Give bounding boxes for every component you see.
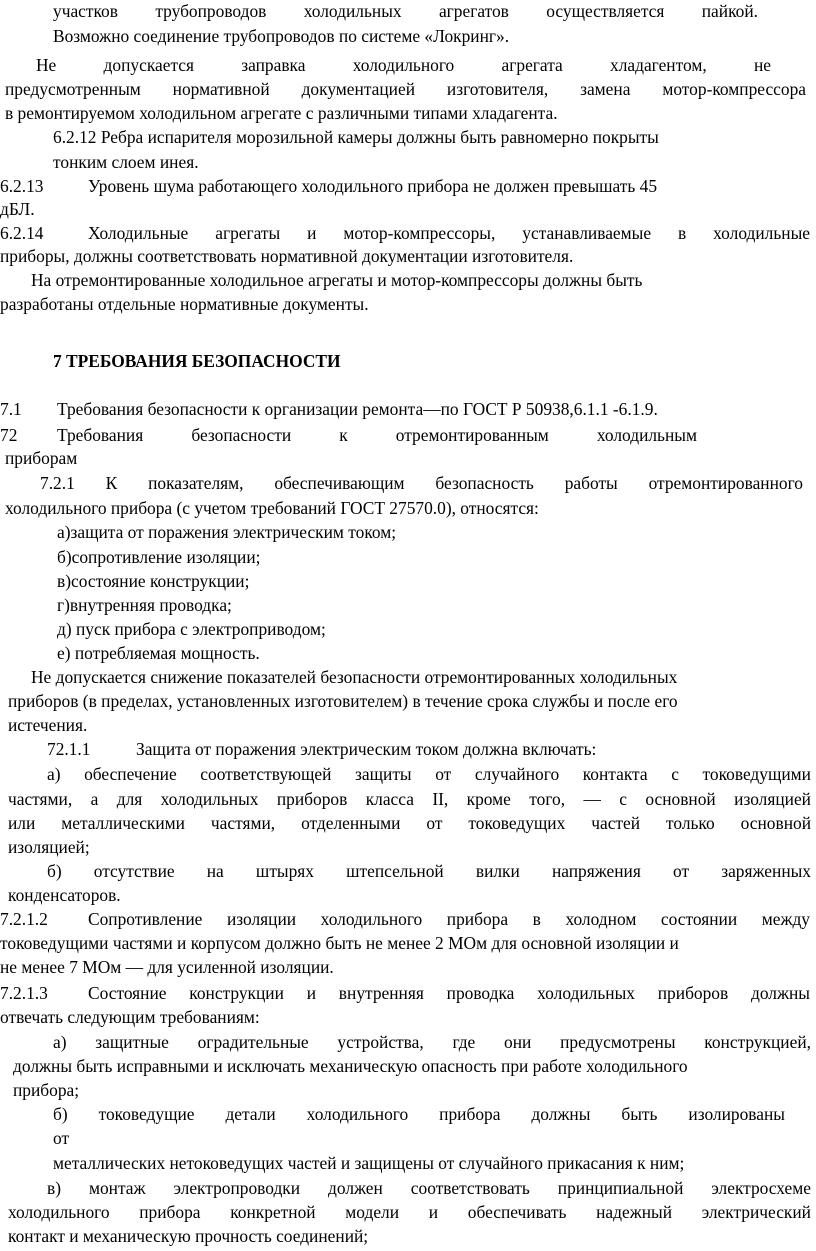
text-line: 6.2.12 Ребра испарителя морозильной камеры должны быть равномерно покрыты [53,127,659,147]
text-line: Холодильные агрегаты и мотор-компрессоры, устанавливаемые в холодильные [88,223,810,243]
text-line: Не допускается заправка холодильного агрегата хладагентом, не [36,55,771,75]
text-line: приборы, должны соответствовать нормативной документации изготовителя. [0,246,574,266]
text-line: На отремонтированные холодильное агрегаты и мотор-компрессоры должны быть [31,270,643,290]
text-line: тонким слоем инея. [53,152,199,172]
clause-number: 6.2.14 [0,223,44,243]
text-line: дБЛ. [0,199,35,219]
text-line: холодильного прибора конкретной модели и обеспечивать надежный электрический [8,1202,811,1222]
clause-number: 7.2.1.3 [0,983,48,1003]
text-line: приборов (в пределах, установленных изготовителем) в течение срока службы и после его [8,691,678,711]
clause-number: 72.1.1 [47,739,91,759]
text-line: приборам [5,448,78,468]
text-line: изоляцией; [8,837,90,857]
text-line: б) отсутствие на штырях штепсельной вилки напряжения от заряженных [47,861,811,881]
text-line: в) монтаж электропроводки должен соответствовать принципиальной электросхеме [47,1178,811,1198]
text-line: в)состояние конструкции; [57,571,250,591]
text-line: Состояние конструкции и внутренняя проводка холодильных приборов должны [88,983,810,1003]
text-line: токоведущими частями и корпусом должно быть не менее 2 МОм для основной изоляции и [0,933,679,953]
text-line: а) обеспечение соответствующей защиты от случайного контакта с токоведущими [47,764,811,784]
text-line: Защита от поражения электрическим током должна включать: [136,739,597,759]
text-line: Возможно соединение трубопроводов по системе «Локринг». [53,26,510,46]
text-line: б)сопротивление изоляции; [57,547,261,567]
clause-number: 7.1 [0,399,22,419]
text-line: отвечать следующим требованиям: [0,1007,260,1027]
text-line: Сопротивление изоляции холодильного прибора в холодном состоянии между [88,909,810,929]
text-line: в ремонтируемом холодильном агрегате с различными типами хладагента. [5,103,558,123]
text-line: д) пуск прибора с электроприводом; [57,619,326,639]
text-line: конденсаторов. [8,885,121,905]
text-line: разработаны отдельные нормативные документы. [0,294,369,314]
text-line: б) токоведущие детали холодильного прибора должны быть изолированы [53,1104,785,1124]
text-line: Требования безопасности к отремонтированным холодильным [57,425,697,445]
text-line: истечения. [8,715,88,735]
text-line: должны быть исправными и исключать механическую опасность при работе холодильного [13,1056,688,1076]
text-line: е) потребляемая мощность. [57,643,260,663]
text-line: а)защита от поражения электрическим током; [57,522,397,542]
text-line: от [53,1128,70,1148]
text-line: металлических нетоковедущих частей и защищены от случайного прикасания к ним; [53,1153,685,1173]
text-line: Уровень шума работающего холодильного прибора не должен превышать 45 [88,176,658,196]
text-line: а) защитные оградительные устройства, где они предусмотрены конструкцией, [53,1032,811,1052]
text-line: предусмотренным нормативной документацией изготовителя, замена мотор-компрессора [5,79,806,99]
text-line: частями, а для холодильных приборов класса II, кроме того, — с основной изоляцией [8,789,811,809]
text-line: Требования безопасности к организации ремонта—по ГОСТ Р 50938,6.1.1 -6.1.9. [57,399,658,419]
clause-number: 72 [0,425,18,445]
text-line: 7.2.1 К показателям, обеспечивающим безопасность работы отремонтированного [40,473,803,493]
text-line: прибора; [13,1080,80,1100]
section-heading: 7 ТРЕБОВАНИЯ БЕЗОПАСНОСТИ [53,351,341,371]
text-line: холодильного прибора (с учетом требований ГОСТ 27570.0), относятся: [5,498,539,518]
clause-number: 6.2.13 [0,176,44,196]
text-line: участков трубопроводов холодильных агрегатов осуществляется пайкой. [53,1,758,21]
text-line: г)внутренняя проводка; [57,595,232,615]
text-line: не менее 7 МОм — для усиленной изоляции. [0,957,334,977]
text-line: контакт и механическую прочность соединений; [8,1226,369,1246]
text-line: или металлическими частями, отделенными от токоведущих частей только основной [8,813,811,833]
text-line: Не допускается снижение показателей безопасности отремонтированных холодильных [31,667,678,687]
clause-number: 7.2.1.2 [0,909,48,929]
